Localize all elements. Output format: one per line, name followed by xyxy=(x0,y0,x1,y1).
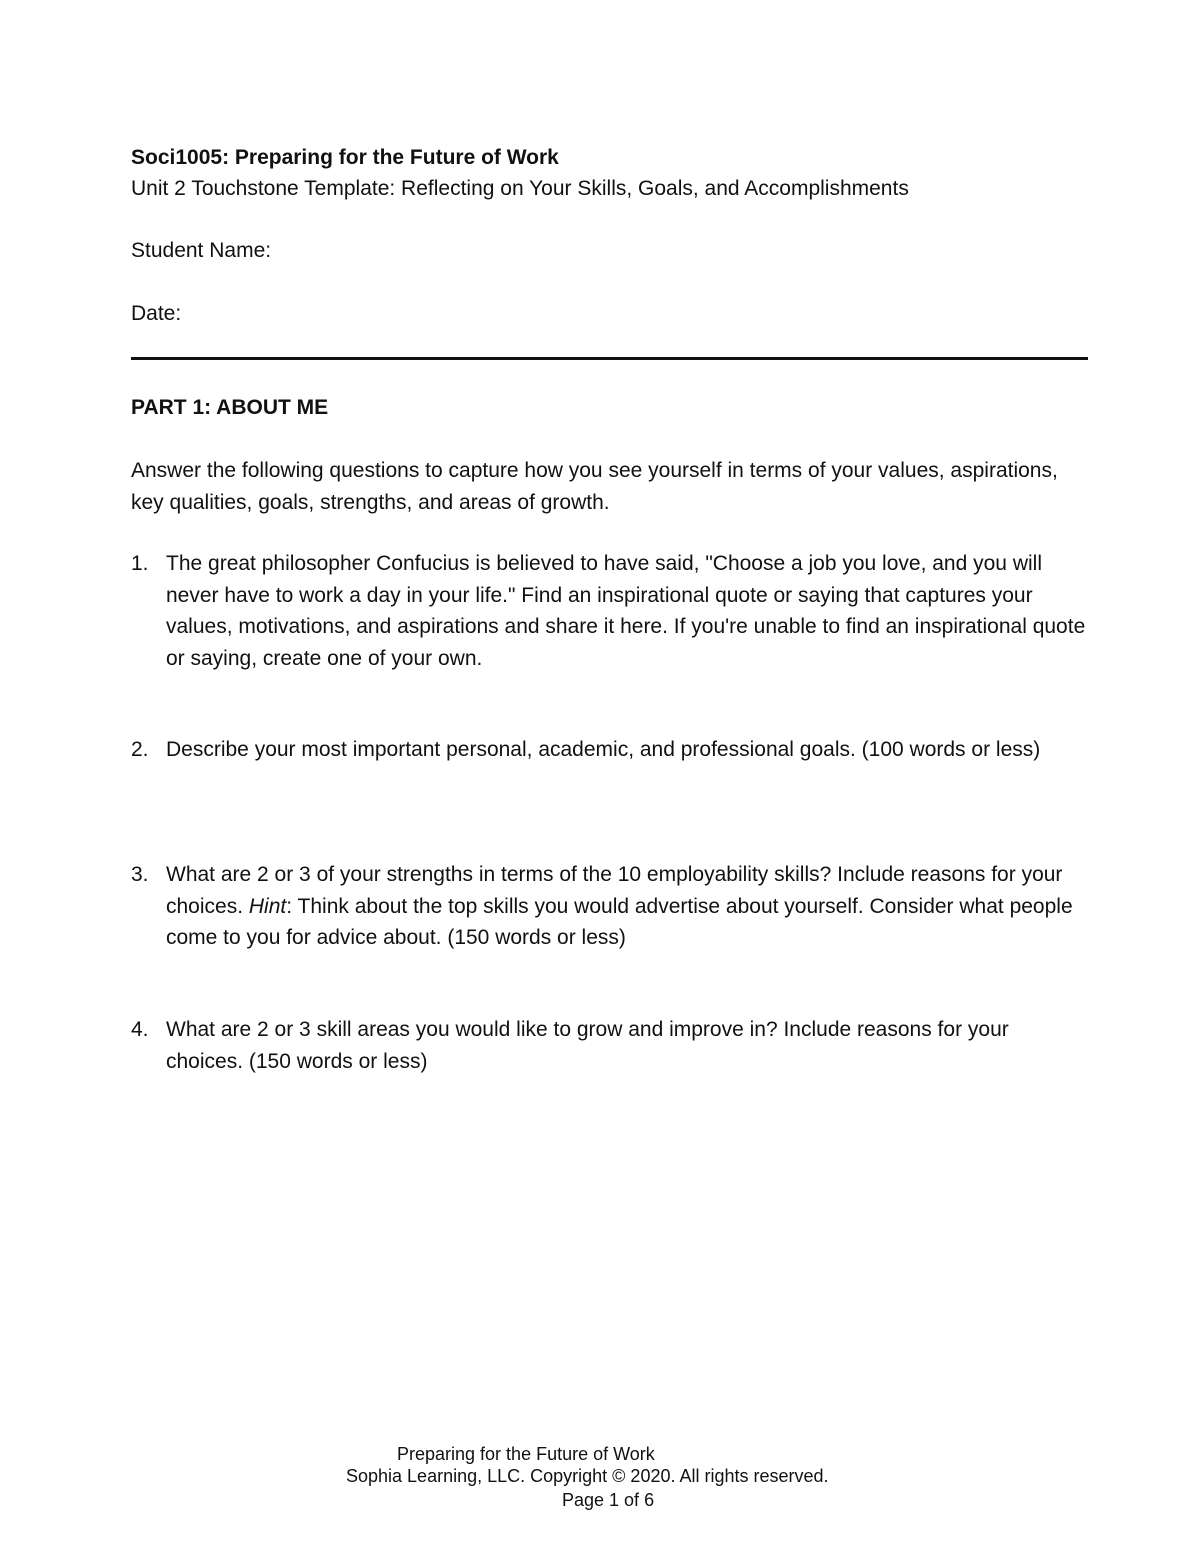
question-number: 3. xyxy=(131,863,149,886)
question-number: 4. xyxy=(131,1018,149,1041)
footer-copyright: Sophia Learning, LLC. Copyright © 2020. All rights reserved. xyxy=(346,1466,829,1486)
date-label: Date: xyxy=(131,302,182,325)
hint-label: Hint xyxy=(248,894,287,918)
question-text xyxy=(166,859,1091,954)
part-1-intro: Answer the following questions to capture how you see yourself in terms of your values, aspirations, key qualities, goals, strengths, and areas of growth. xyxy=(131,459,1058,514)
footer-course-name: Preparing for the Future of Work xyxy=(397,1444,655,1464)
question-text: What are 2 or 3 skill areas you would like to grow and improve in? Include reasons for your choices. (150 words or less) xyxy=(166,1018,1009,1073)
course-title: Soci1005: Preparing for the Future of Work xyxy=(131,146,559,169)
template-subtitle: Unit 2 Touchstone Template: Reflecting on Your Skills, Goals, and Accomplishments xyxy=(131,177,909,200)
question-text-part: What are 2 or 3 of your strengths in terms of the 10 employability skills? Include reasons for your choices. xyxy=(166,863,1063,918)
question-number: 1. xyxy=(131,552,149,575)
horizontal-divider xyxy=(131,357,1088,360)
student-name-label: Student Name: xyxy=(131,239,272,262)
question-text-part: : Think about the top skills you would advertise about yourself. Consider what people come to you for advice about. (150 words or less) xyxy=(166,894,1073,949)
part-1-heading: PART 1: ABOUT ME xyxy=(131,396,329,419)
footer-page-number: Page 1 of 6 xyxy=(562,1490,655,1510)
question-text: The great philosopher Confucius is believed to have said, "Choose a job you love, and you will never have to work a day in your life." Find an inspirational quote or saying that captures your values, motivations, and aspirations and share it here. If you're unable to find an inspirational quote or saying, create one of your own. xyxy=(166,552,1086,670)
question-number: 2. xyxy=(131,738,149,761)
question-text: Describe your most important personal, academic, and professional goals. (100 words or less) xyxy=(166,738,1041,761)
